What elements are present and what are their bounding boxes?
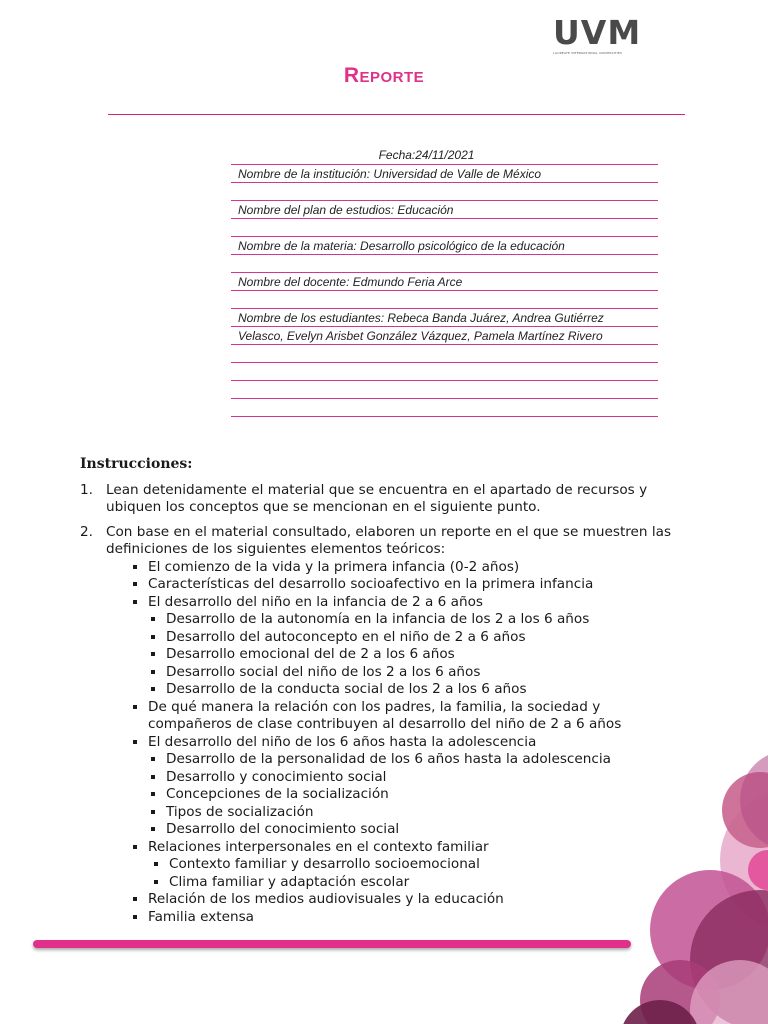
date-field: Fecha:24/11/2021 (378, 148, 475, 162)
sub-list-item: Desarrollo emocional del de 2 a los 6 años (80, 646, 690, 664)
bullet-icon (133, 705, 137, 709)
sub-list-item: Desarrollo y conocimiento social (80, 769, 690, 787)
institution-field: Nombre de la institución: Universidad de Valle de México (238, 167, 542, 181)
list-item: Características del desarrollo socioafectivo en la primera infancia (80, 576, 690, 594)
bullet-icon (133, 600, 137, 604)
form-rule (231, 398, 658, 399)
bullet-icon (151, 687, 155, 691)
deco-circle (748, 850, 768, 890)
sub-list-item: Desarrollo del conocimiento social (80, 821, 690, 839)
form-rule (231, 290, 658, 291)
bullet-icon (151, 635, 155, 639)
title-divider (108, 114, 685, 115)
logo-text: UVM (553, 13, 642, 52)
sub-list-item: Concepciones de la socialización (80, 786, 690, 804)
instructions-section (80, 456, 690, 933)
bullet-icon (151, 827, 155, 831)
students-field-line1: Nombre de los estudiantes: Rebeca Banda Juárez, Andrea Gutiérrez (238, 311, 604, 325)
deco-circle (690, 960, 768, 1024)
study-plan-field: Nombre del plan de estudios: Educación (238, 203, 454, 217)
list-item: Familia extensa (80, 909, 690, 927)
deco-circle (720, 790, 768, 930)
deco-circle (722, 772, 768, 848)
item-number: 2. (80, 523, 93, 540)
sub-list-item: Tipos de socialización (80, 804, 690, 822)
bullet-icon (133, 565, 137, 569)
instruction-text: definiciones de los siguientes elementos teóricos: (106, 541, 446, 557)
sub-list-item: Desarrollo del autoconcepto en el niño de 2 a 6 años (80, 629, 690, 647)
form-rule (231, 344, 658, 345)
bullet-list (106, 559, 690, 927)
bullet-icon (154, 880, 158, 884)
form-rule (231, 362, 658, 363)
uvm-logo (553, 13, 645, 58)
instruction-item (80, 482, 690, 517)
list-item: El desarrollo del niño en la infancia de 2 a 6 años (80, 594, 690, 612)
deco-circle (740, 750, 768, 850)
logo-subtitle: LAUREATE INTERNATIONAL UNIVERSITIES (553, 51, 623, 55)
deco-circle (690, 890, 768, 1024)
page-title: Reporte (343, 64, 425, 87)
item-number: 1. (80, 481, 93, 498)
sub-list-item: Desarrollo de la personalidad de los 6 años hasta la adolescencia (80, 751, 690, 769)
bullet-icon (151, 810, 155, 814)
bullet-icon (133, 845, 137, 849)
sub-list-item: Contexto familiar y desarrollo socioemocional (80, 856, 690, 874)
instruction-text: ubiquen los conceptos que se mencionan en el siguiente punto. (106, 499, 541, 515)
sub-list-item: Clima familiar y adaptación escolar (80, 874, 690, 892)
teacher-field: Nombre del docente: Edmundo Feria Arce (238, 275, 463, 289)
form-rule (231, 182, 658, 183)
instructions-list (80, 482, 690, 927)
form-rule (231, 416, 658, 417)
bullet-icon (133, 897, 137, 901)
bullet-icon (151, 792, 155, 796)
bullet-icon (151, 670, 155, 674)
bullet-icon (151, 617, 155, 621)
instructions-heading: Instrucciones: (80, 456, 193, 472)
instruction-text: Lean detenidamente el material que se encuentra en el apartado de recursos y (106, 481, 648, 498)
instruction-text: Con base en el material consultado, elaboren un reporte en el que se muestren las (106, 523, 672, 540)
bullet-icon (133, 740, 137, 744)
students-field-line2: Velasco, Evelyn Arisbet González Vázquez, Pamela Martínez Rivero (238, 329, 603, 343)
deco-circle (620, 1000, 700, 1024)
sub-list-item: Desarrollo social del niño de los 2 a los 6 años (80, 664, 690, 682)
bullet-icon (133, 582, 137, 586)
sub-list-item: Desarrollo de la autonomía en la infancia de los 2 a los 6 años (80, 611, 690, 629)
bullet-icon (133, 915, 137, 919)
sub-list-item: Desarrollo de la conducta social de los 2 a los 6 años (80, 681, 690, 699)
form-rule (231, 218, 658, 219)
form-rule (231, 254, 658, 255)
deco-circle (640, 960, 720, 1024)
bullet-icon (151, 775, 155, 779)
bullet-icon (151, 757, 155, 761)
list-item: Relación de los medios audiovisuales y la educación (80, 891, 690, 909)
bullet-icon (154, 862, 158, 866)
footer-accent-bar (33, 940, 631, 948)
form-rule (231, 380, 658, 381)
subject-field: Nombre de la materia: Desarrollo psicológico de la educación (238, 239, 565, 253)
bullet-icon (151, 652, 155, 656)
list-item: El comienzo de la vida y la primera infancia (0-2 años) (80, 559, 690, 577)
instruction-item (80, 524, 690, 927)
list-item: De qué manera la relación con los padres, la familia, la sociedad y compañeros de clase contribuyen al desarrollo del niño de 2 a 6 años (80, 699, 690, 734)
list-item: El desarrollo del niño de los 6 años hasta la adolescencia (80, 734, 690, 752)
list-item: Relaciones interpersonales en el contexto familiar (80, 839, 690, 857)
